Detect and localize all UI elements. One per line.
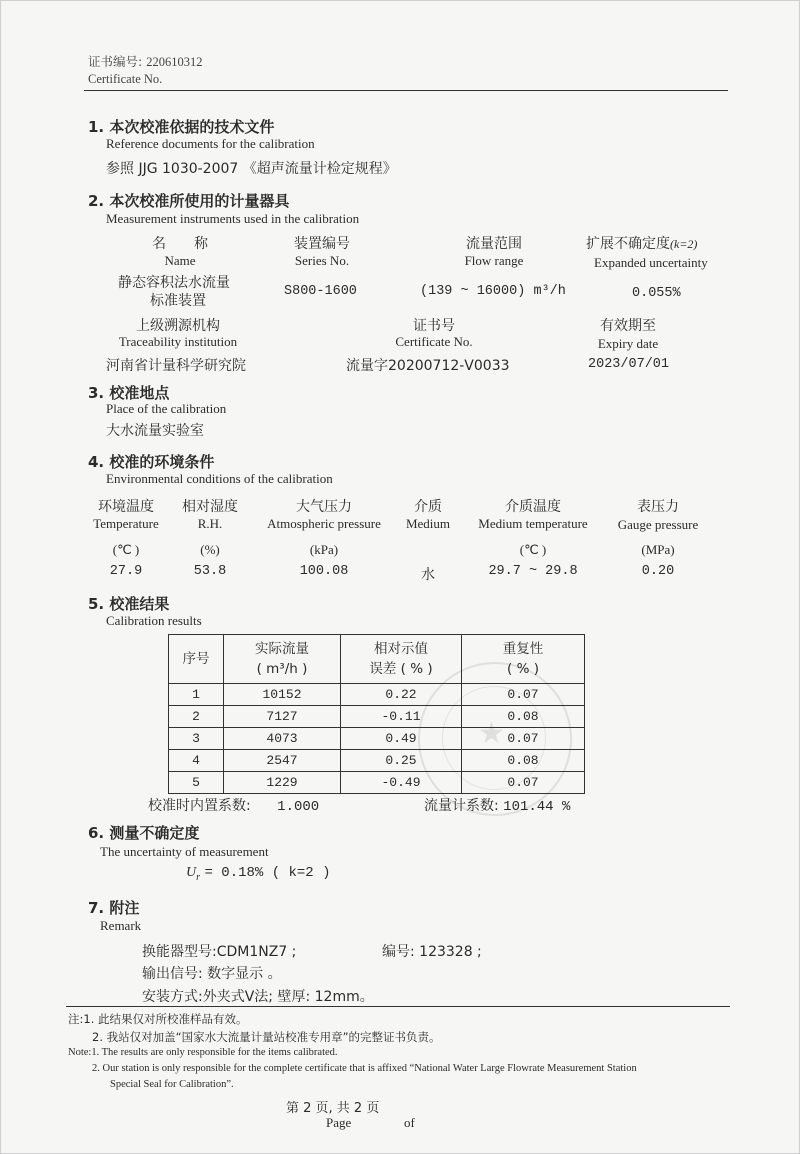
seal-star-icon: ★	[478, 716, 505, 751]
internal-coef-line	[148, 795, 319, 815]
s4-gauge-unit: (MPa)	[641, 542, 675, 557]
s2-title: 2. 本次校准所使用的计量器具	[88, 192, 290, 210]
s4-temp-value: 27.9	[109, 564, 143, 579]
row-no: 4	[169, 750, 224, 772]
s4-atm-value: 100.08	[299, 564, 349, 579]
row-err: -0.49	[341, 772, 462, 794]
col-flow-header	[224, 635, 341, 684]
s6-title: 6. 测量不确定度	[88, 824, 200, 842]
internal-coef-label: 校准时内置系数:	[148, 798, 251, 814]
s2-series-value: S800-1600	[284, 284, 357, 299]
s6-value-line	[186, 864, 331, 883]
s2-title-en: Measurement instruments used in the calibration	[106, 211, 360, 226]
s4-atm-cn: 大气压力	[296, 499, 352, 515]
s2-expiry-value: 2023/07/01	[588, 357, 670, 372]
s2-name-line1: 静态容积法水流量	[118, 275, 230, 291]
s2-col-series-en: Series No.	[294, 253, 350, 268]
col-rep-l2: ( % )	[507, 661, 539, 677]
s4-rh-cn: 相对湿度	[182, 499, 238, 515]
row-flow: 1229	[224, 772, 341, 794]
s4-medium-value: 水	[421, 567, 435, 583]
col-err-header	[341, 635, 462, 684]
s3-content: 大水流量实验室	[106, 423, 204, 439]
page-number-cn: 第 2 页, 共 2 页	[286, 1101, 380, 1116]
table-row	[169, 772, 585, 794]
col-err-l2: 误差 ( % )	[369, 661, 433, 677]
s6-symbol: U	[186, 865, 197, 880]
s2-col-unc-cn-line	[586, 233, 697, 253]
results-header-row	[169, 635, 585, 684]
meter-coef-value: 101.44 %	[503, 799, 571, 815]
notes-rule	[66, 1006, 730, 1007]
note-en-2a: 2. Our station is only responsible for the complete certificate that is affixed “National Water Large Flowrate Measurement Station	[92, 1063, 637, 1074]
row-flow: 2547	[224, 750, 341, 772]
s6-title-en: The uncertainty of measurement	[100, 844, 269, 859]
s2-expiry-en: Expiry date	[597, 336, 659, 351]
table-row	[169, 750, 585, 772]
results-table	[168, 634, 585, 794]
s4-medtemp-value: 29.7 ~ 29.8	[488, 564, 578, 579]
meter-coef-label: 流量计系数:	[424, 798, 499, 814]
row-flow: 4073	[224, 728, 341, 750]
row-no: 5	[169, 772, 224, 794]
s2-range-value: (139 ~ 16000)	[420, 284, 526, 299]
s7-title-en: Remark	[100, 918, 142, 933]
s2-range-unit: m³/h	[533, 284, 566, 299]
row-flow: 10152	[224, 684, 341, 706]
page-en-of: of	[404, 1115, 415, 1130]
row-rep: 0.08	[462, 750, 585, 772]
s7-line1-b: 编号: 123328 ;	[382, 944, 482, 960]
s4-title-en: Environmental conditions of the calibration	[106, 471, 333, 486]
row-err: -0.11	[341, 706, 462, 728]
s4-title: 4. 校准的环境条件	[88, 453, 215, 471]
col-rep-header	[462, 635, 585, 684]
table-row	[169, 728, 585, 750]
s1-title-en: Reference documents for the calibration	[106, 136, 315, 151]
s2-col-range-cn: 流量范围	[466, 236, 522, 252]
s2-col-range-en: Flow range	[464, 253, 524, 268]
s4-rh-unit: (%)	[200, 542, 220, 557]
s4-atm-en: Atmospheric pressure	[267, 516, 381, 531]
s2-cert-value: 流量字20200712-V0033	[346, 358, 510, 374]
s3-title-en: Place of the calibration	[106, 401, 227, 416]
s4-rh-en: R.H.	[197, 516, 223, 531]
row-rep: 0.08	[462, 706, 585, 728]
s1-content: 参照 JJG 1030-2007 《超声流量计检定规程》	[106, 161, 397, 177]
row-rep: 0.07	[462, 728, 585, 750]
row-err: 0.49	[341, 728, 462, 750]
s5-title: 5. 校准结果	[88, 595, 170, 613]
s4-temp-cn: 环境温度	[98, 499, 154, 515]
s2-name-line2: 标准装置	[150, 293, 206, 309]
s4-gauge-cn: 表压力	[637, 499, 679, 515]
s2-col-name-cn: 名 称	[152, 236, 208, 252]
note-en-2b: Special Seal for Calibration”.	[110, 1079, 234, 1090]
col-err-l1: 相对示值	[374, 641, 428, 657]
note-cn-2: 2. 我站仅对加盖“国家水大流量计量站校准专用章”的完整证书负责。	[92, 1030, 441, 1044]
s4-gauge-en: Gauge pressure	[617, 517, 699, 532]
s7-line3: 安装方式:外夹式V法; 壁厚: 12mm。	[142, 989, 374, 1005]
note-en-1: Note:1. The results are only responsible for the items calibrated.	[68, 1047, 338, 1058]
s7-line1-a: 换能器型号:CDM1NZ7 ;	[142, 944, 297, 960]
s2-cert-cn: 证书号	[413, 318, 455, 334]
cert-no-label: 证书编号:	[88, 54, 143, 69]
table-row	[169, 706, 585, 728]
col-flow-l2: ( m³/h )	[256, 661, 308, 677]
s2-expiry-cn: 有效期至	[600, 318, 656, 334]
cert-no-en: Certificate No.	[88, 72, 163, 86]
s6-symbol-sub: r	[196, 871, 201, 883]
s6-value: = 0.18% ( k=2 )	[204, 865, 331, 881]
s2-cert-en: Certificate No.	[395, 334, 473, 349]
row-rep: 0.07	[462, 772, 585, 794]
s2-trace-cn: 上级溯源机构	[136, 318, 220, 334]
note-cn-1: 注:1. 此结果仅对所校准样品有效。	[68, 1012, 248, 1026]
s4-medtemp-en: Medium temperature	[478, 516, 588, 531]
col-rep-l1: 重复性	[502, 641, 544, 657]
s4-gauge-value: 0.20	[641, 564, 675, 579]
page-en-label: Page	[326, 1115, 352, 1130]
s4-temp-unit: (℃ )	[112, 542, 140, 557]
row-no: 2	[169, 706, 224, 728]
col-flow-l1: 实际流量	[255, 641, 309, 657]
cert-no-value: 220610312	[146, 55, 203, 69]
s4-medtemp-cn: 介质温度	[505, 499, 561, 515]
s2-trace-value: 河南省计量科学研究院	[106, 358, 246, 374]
s4-rh-value: 53.8	[193, 564, 227, 579]
s2-range-line	[420, 284, 566, 299]
s2-col-unc-cn: 扩展不确定度	[586, 236, 670, 252]
col-no-header: 序号	[169, 635, 224, 684]
s2-col-unc-k: (k=2)	[670, 237, 698, 251]
s4-medtemp-unit: (℃ )	[519, 542, 547, 557]
table-row	[169, 684, 585, 706]
row-err: 0.22	[341, 684, 462, 706]
s2-uncertainty-value: 0.055%	[632, 286, 681, 301]
s4-medium-cn: 介质	[414, 499, 442, 515]
row-flow: 7127	[224, 706, 341, 728]
row-no: 3	[169, 728, 224, 750]
meter-coef-line	[424, 795, 570, 815]
s4-temp-en: Temperature	[93, 516, 159, 531]
s2-col-series-cn: 装置编号	[294, 236, 350, 252]
header-rule	[84, 90, 728, 91]
row-rep: 0.07	[462, 684, 585, 706]
s1-title: 1. 本次校准依据的技术文件	[88, 118, 275, 136]
cert-no-line	[88, 52, 202, 70]
internal-coef-value: 1.000	[277, 799, 320, 815]
s4-medium-en: Medium	[405, 516, 451, 531]
s2-col-unc-en: Expanded uncertainty	[594, 255, 708, 270]
s4-atm-unit: (kPa)	[309, 542, 339, 557]
s5-title-en: Calibration results	[106, 613, 202, 628]
s2-trace-en: Traceability institution	[118, 334, 238, 349]
s7-line2: 输出信号: 数字显示 。	[142, 966, 282, 982]
s2-col-name-en: Name	[164, 253, 196, 268]
row-err: 0.25	[341, 750, 462, 772]
s7-title: 7. 附注	[88, 899, 140, 917]
row-no: 1	[169, 684, 224, 706]
s3-title: 3. 校准地点	[88, 384, 170, 402]
